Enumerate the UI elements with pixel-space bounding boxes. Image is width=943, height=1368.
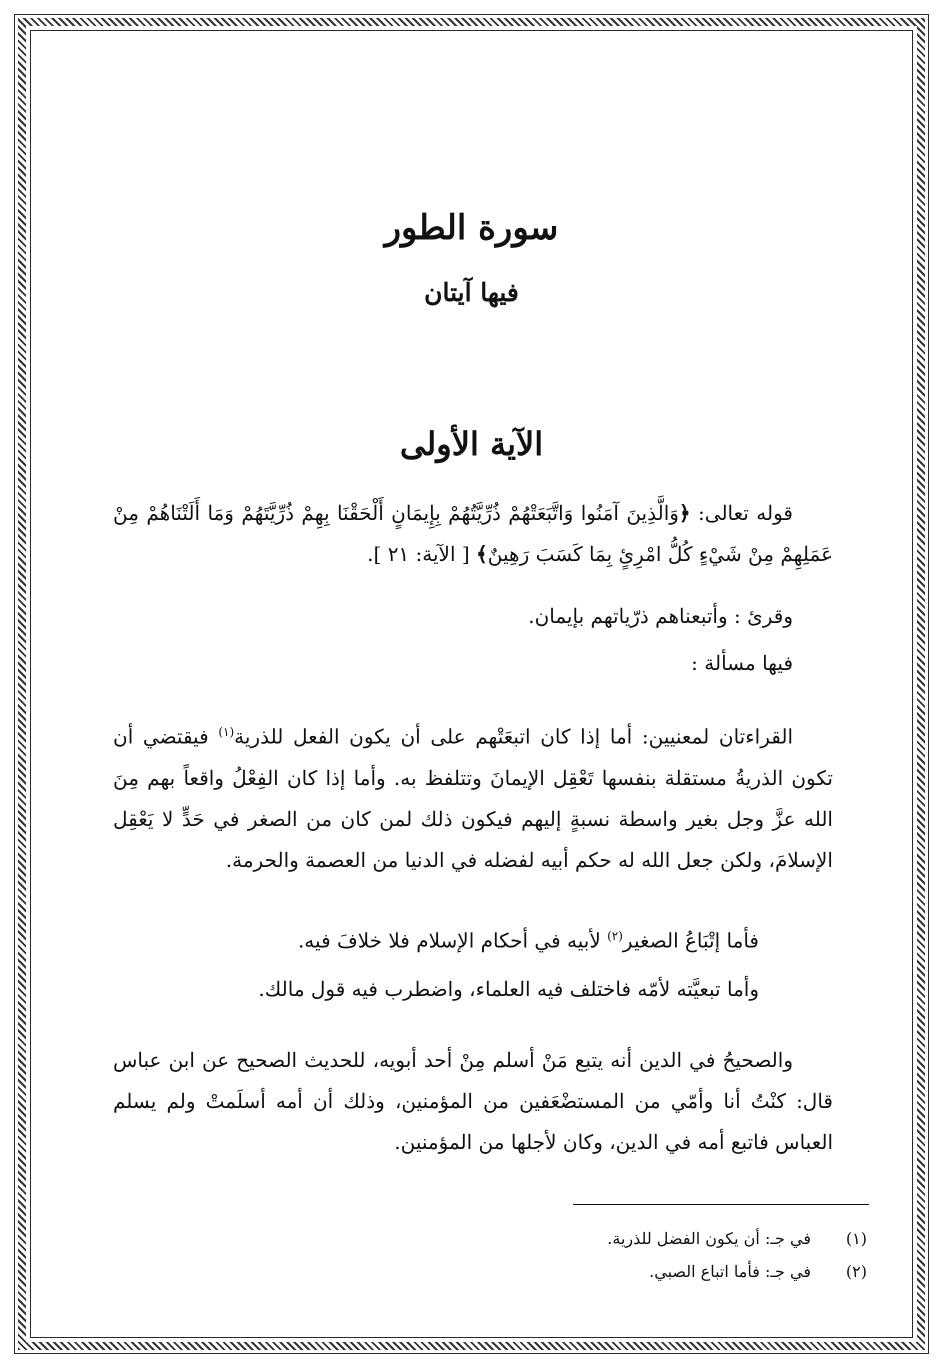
verse-heading: الآية الأولى: [399, 425, 544, 463]
sahih-paragraph: [113, 1040, 833, 1163]
masala-line: [113, 643, 833, 684]
quran-quote-paragraph: [113, 493, 833, 575]
itba-text-a: فأما إتْبَاعُ الصغير: [622, 928, 759, 953]
footnote-1: [467, 1226, 867, 1252]
surah-subtitle: فيها آيتان: [424, 278, 519, 307]
tabia-text: وأما تبعيَّته لأمّه فاختلف فيه العلماء، واضطرب فيه قول مالك.: [258, 977, 759, 1001]
quran-verse-text: وَالَّذِينَ آمَنُوا وَاتَّبَعَتْهُمْ ذُرِّيَّتُهُمْ بِإِيمَانٍ أَلْحَقْنَا بِهِمْ ذُرِّيَّتَهُمْ وَمَا أَلَتْنَاهُمْ مِنْ عَمَلِهِمْ مِنْ شَيْءٍ كُلُّ امْرِئٍ بِمَا كَسَبَ رَهِينٌ: [113, 501, 833, 566]
footnote-1-number: (١): [845, 1229, 867, 1248]
tabia-paragraph: [113, 969, 833, 1010]
main-paragraph-text-b: فيقتضي أن تكون الذريةُ مستقلة بنفسها تَعْقِل الإيمانَ وتتلفظ به. وأما إذا كان الفِعْلُ واقعاً بهم مِنَ الله عزَّ وجل بغير واسطة نسبةٍ إليهم فيكون ذلك لمن كان من الصغر في حَدٍّ لا يَعْقِل الإسلامَ، ولكن جعل الله له حكم أبيه لفضله في الدنيا من العصمة والحرمة.: [113, 724, 833, 872]
footnote-2-number: (٢): [845, 1262, 867, 1281]
qiraa-line: [113, 596, 833, 637]
footnote-1-text: في جـ: أن يكون الفضل للذرية.: [607, 1229, 811, 1248]
quote-intro: قوله تعالى:: [690, 501, 793, 525]
footnote-2: [467, 1259, 867, 1285]
footnote-ref-1: (١): [218, 725, 235, 739]
main-paragraph-text-a: القراءتان لمعنيين: أما إذا كان اتبعَتْهم على أن يكون الفعل للذرية: [234, 724, 793, 749]
qiraa-text: وقرئ : وأتبعناهم ذرّياتهم بإيمان.: [528, 604, 793, 628]
itba-paragraph: [113, 916, 833, 962]
footnote-ref-2: (٢): [607, 929, 623, 943]
surah-title: سورة الطور: [384, 208, 559, 248]
footnote-divider: [573, 1204, 869, 1205]
sahih-text: والصحيحُ في الدين أنه يتبع مَنْ أسلم مِنْ أحد أبويه، للحديث الصحيح عن ابن عباس قال: كنْتُ أنا وأمّي من المستضْعَفين من المؤمنين، وذلك أن أمه أسلَمتْ ولم يسلم العباس فاتبع أمه في الدين، وكان لأجلها من المؤمنين.: [113, 1048, 833, 1154]
main-paragraph: [113, 712, 833, 881]
masala-text: فيها مسألة :: [691, 651, 793, 675]
quote-open-bracket: ﴿: [678, 501, 691, 525]
quote-close-bracket: ﴾: [476, 542, 488, 566]
itba-text-b: لأبيه في أحكام الإسلام فلا خلافَ فيه.: [297, 928, 608, 953]
verse-reference: [ الآية: ٢١ ].: [367, 542, 477, 566]
footnote-2-text: في جـ: فأما اتباع الصبي.: [649, 1262, 811, 1281]
